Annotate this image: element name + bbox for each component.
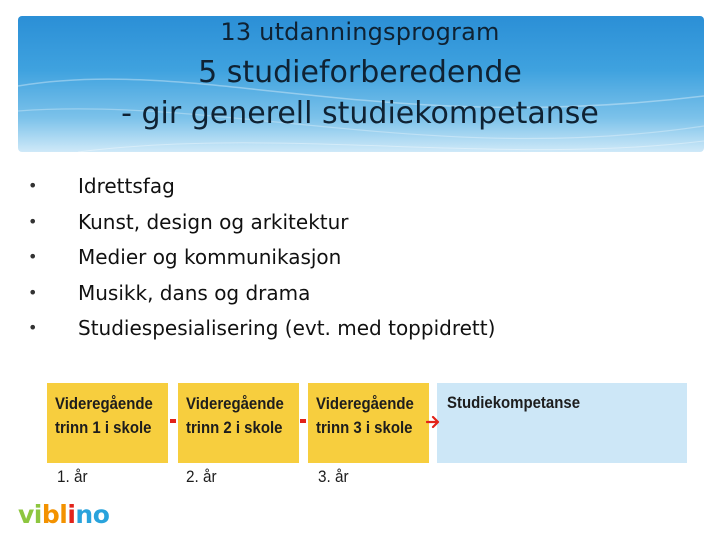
subtitle: 13 utdanningsprogram [220,18,500,46]
list-item-label: Studiespesialisering (evt. med toppidrett) [78,316,496,340]
logo-part: vi [18,500,42,529]
page-title-continued: - gir generell studiekompetanse [121,96,599,131]
list-item [28,278,495,314]
list-item [28,171,495,207]
step-box-3 [308,383,429,463]
bullet-icon: • [28,318,38,337]
result-label: Studiekompetanse [447,393,581,412]
step-label: Videregående [55,394,153,413]
bullet-icon: • [28,247,38,266]
connector-dash [300,419,306,423]
list-item-label: Kunst, design og arkitektur [78,209,349,234]
logo-part: i [67,500,76,529]
result-box [437,383,687,463]
connector-dash [170,419,176,423]
logo-part: bl [41,500,68,529]
bullet-icon: • [28,282,38,302]
step-sublabel: trinn 3 i skole [316,418,413,437]
list-item [28,242,495,278]
year-label: 3. år [318,467,349,486]
list-item [28,313,495,349]
list-item [28,207,495,243]
step-sublabel: trinn 2 i skole [186,418,283,437]
step-box-2 [178,383,299,463]
step-box-1 [47,383,168,463]
step-sublabel: trinn 1 i skole [55,418,152,437]
bullet-icon: • [28,176,38,195]
list-item-label: Musikk, dans og drama [78,280,311,305]
list-item-label: Medier og kommunikasjon [78,245,342,269]
year-label: 2. år [186,467,217,486]
year-label: 1. år [57,467,88,486]
viblino-logo [18,500,109,529]
step-label: Videregående [316,394,414,413]
page-title: 5 studieforberedende [198,55,522,90]
bullet-icon: • [28,211,38,231]
logo-part: no [75,500,110,529]
arrow-right-icon [426,414,440,430]
list-item-label: Idrettsfag [78,174,175,198]
program-list [28,171,495,349]
step-label: Videregående [186,394,284,413]
